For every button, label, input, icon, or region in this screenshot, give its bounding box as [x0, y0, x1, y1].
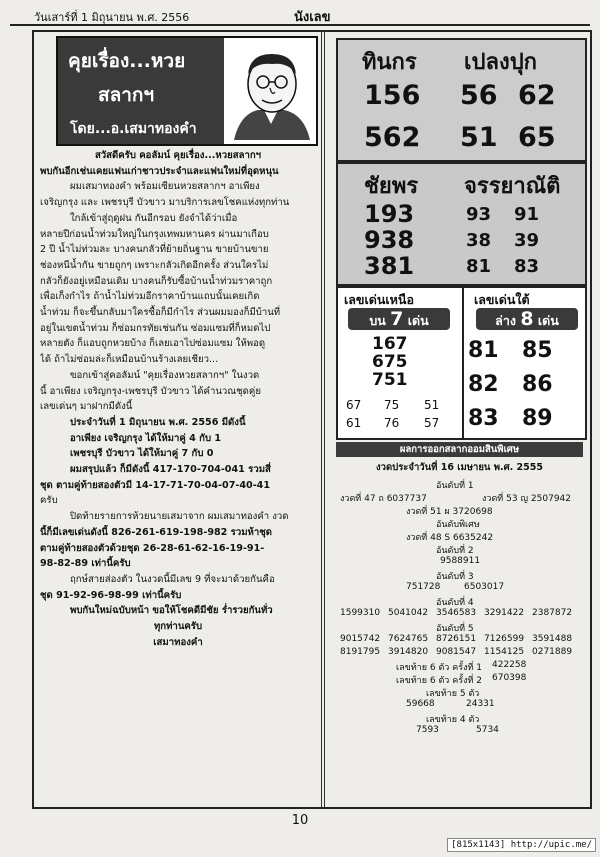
pill-label: เด่น	[407, 313, 429, 328]
result-entry: 59668	[406, 699, 435, 709]
number-2digit: 51	[460, 122, 498, 153]
result-entry: 2387872	[532, 608, 573, 618]
number-3digit: 193	[364, 200, 415, 228]
article-line: ชุด 91-92-96-98-99 เท่านี้ครับ	[40, 589, 182, 601]
article-line: เพื่อเก็งกำไร ถ้าน้ำไม่ท่วมอีกราคาบ้านแถบนั้นเคยเกิด	[40, 291, 260, 303]
result-entry: 8191795	[340, 647, 381, 657]
pill-number: 7	[390, 308, 404, 330]
article-line: หลายปีก่อนน้ำท่วมใหญ่ในกรุงเทพมหานคร ผ่านมาเกือบ	[40, 228, 269, 240]
number-3digit: 675	[372, 352, 408, 372]
result-entry: เลขท้าย 5 ตัว	[426, 689, 480, 699]
result-entry: 422258	[492, 660, 527, 670]
prediction-box-1	[336, 38, 587, 162]
bottom-pill	[476, 308, 578, 330]
results-title: ผลการออกสลากออมสินพิเศษ	[336, 442, 583, 457]
prediction-box-3	[336, 286, 587, 440]
article-line: ชุด ตามคู่ท้ายสองตัวมี 14-17-71-70-04-07-40-41	[40, 479, 271, 491]
article-line: สวัสดีครับ คอลัมน์ คุยเรื่อง...หวยสลากฯ	[94, 150, 262, 161]
result-entry: 7593	[416, 725, 439, 735]
result-entry: 1154125	[484, 647, 525, 657]
article-line: ตามคู่ท้ายสองตัวด้วยชุด 26-28-61-62-16-19-91-	[40, 542, 265, 554]
banner-title-1: คุยเรื่อง...หวย	[68, 50, 186, 72]
number-3digit: 938	[364, 226, 415, 254]
number-2digit: 56	[460, 80, 498, 111]
result-entry: อันดับที่ 5	[436, 624, 474, 634]
number-3digit: 751	[372, 370, 408, 390]
number-2digit: 85	[522, 338, 553, 363]
result-entry: 9015742	[340, 634, 381, 644]
result-entry: 9588911	[440, 556, 481, 566]
pill-label: บน	[369, 313, 386, 328]
number-2digit: 86	[522, 372, 553, 397]
result-entry: 670398	[492, 673, 527, 683]
result-entry: 1599310	[340, 608, 381, 618]
article-line: ทุกท่านครับ	[153, 621, 203, 633]
predictor-name-right: เปลงปุก	[464, 50, 537, 75]
predictor-name-right: จรรยาณัติ	[464, 174, 561, 199]
article-line: ผมเสมาทองคำ พร้อมเซียนหวยสลากฯ อาเพียง	[70, 181, 260, 193]
result-entry: 5041042	[388, 608, 429, 618]
result-entry: อันดับที่ 1	[436, 481, 474, 491]
article-line: ใกล้เข้าสู่ฤดูฝน กันอีกรอบ ยังจำได้ว่าเมื่อ	[70, 212, 238, 224]
article-line: อยู่ในเขตน้ำท่วม ก็ซ่อมกรทัยเช่นกัน ซ่อมแซมที่ก็หมดไป	[40, 322, 271, 334]
article-line: ฤกษ์สายส่องตัว ในงวดนี้มีเลข 9 ที่จะมาด้วยกันคือ	[70, 573, 275, 585]
result-entry: 3591488	[532, 634, 573, 644]
result-entry: งวดที่ 47 ถ 6037737	[340, 494, 427, 504]
number-2digit: 76	[384, 416, 400, 430]
number-2digit: 38	[466, 230, 492, 251]
results-draw-date: งวดประจำวันที่ 16 เมษายน พ.ศ. 2555	[376, 462, 543, 473]
article-line: พบกันใหม่ฉบับหน้า ขอให้โชคดีมีชัย ร่ำรวยกันทั่ว	[70, 605, 273, 617]
banner-byline: โดย...อ.เสมาทองคำ	[70, 121, 197, 137]
result-entry: เลขท้าย 6 ตัว ครั้งที่ 1	[396, 663, 482, 673]
predictor-name-left: ทินกร	[362, 50, 417, 75]
article-line: เลขเด่นๆ มาฝากมีดังนี้	[40, 401, 133, 413]
result-entry: 24331	[466, 699, 495, 709]
predictor-name-left: ชัยพร	[364, 174, 419, 199]
result-entry: 0271889	[532, 647, 573, 657]
banner-title-2: สลากฯ	[98, 84, 155, 106]
result-entry: เลขท้าย 4 ตัว	[426, 715, 480, 725]
result-entry: 8726151	[436, 634, 477, 644]
result-entry: งวดที่ 48 S 6635242	[406, 533, 494, 543]
columnist-caricature	[228, 42, 314, 140]
pill-label: ล่าง	[495, 313, 516, 328]
result-entry: อันดับที่ 4	[436, 598, 474, 608]
article-line: ผมสรุปแล้ว ก็มีดังนี้ 417-170-704-041 รวมสี่	[70, 464, 271, 476]
number-2digit: 51	[424, 398, 440, 412]
result-entry: 6503017	[464, 582, 505, 592]
banner-title-block	[58, 38, 224, 144]
article-line: เจริญกรุง และ เพชรบุรี บัวขาว มาบริการเลขโชคแห่งทุกท่าน	[40, 197, 290, 209]
number-2digit: 82	[468, 372, 499, 397]
result-entry: งวดที่ 53 ญ 2507942	[482, 494, 572, 504]
article-line: นี้ก็มีเลขเด่นดังนี้ 826-261-619-198-982 รวมห้าชุด	[40, 526, 273, 538]
number-2digit: 93	[466, 204, 492, 225]
result-entry: 5734	[476, 725, 499, 735]
number-2digit: 39	[514, 230, 540, 251]
column-left	[40, 36, 316, 800]
page-header	[8, 5, 592, 25]
pill-number: 8	[520, 308, 534, 330]
article-line: เพชรบุรี บัวขาว ได้ให้มาคู่ 7 กับ 0	[70, 448, 214, 460]
result-entry: 751728	[406, 582, 441, 592]
article-line: กลัวก็ยังอยู่เหมือนเดิม บางคนก็รับซื้อบ้านน้ำท่วมราคาถูก	[40, 275, 273, 287]
number-2digit: 81	[466, 256, 492, 277]
pill-label: เด่น	[537, 313, 559, 328]
article-line: ปิดท้ายรายการห้วยนายเสมาจาก ผมเสมาทองคำ งวด	[70, 511, 289, 523]
article-line: ประจำวันที่ 1 มิถุนายน พ.ศ. 2556 มีดังนี้	[70, 416, 246, 428]
number-2digit: 61	[346, 416, 362, 430]
article-line: ขอกเข้าสู่คอลัมน์ "คุยเรื่องหวยสลากฯ" ในงวด	[70, 369, 260, 381]
result-entry: เลขท้าย 6 ตัว ครั้งที่ 2	[396, 676, 482, 686]
article-line: น้ำท่วม ก็จะขึ้นกลับมาใครซื้อก็มีกำไร ส่วนผมมองก็มีบ้านที่	[40, 307, 281, 319]
number-2digit: 81	[468, 338, 499, 363]
column-divider	[321, 30, 325, 807]
masthead: นังเลข	[294, 10, 331, 25]
result-entry: 3546583	[436, 608, 477, 618]
article-body	[40, 148, 316, 651]
article-line: อาเพียง เจริญกรุง ได้ให้มาคู่ 4 กับ 1	[70, 432, 222, 444]
top-numbers-heading: เลขเด่นเหนือ	[344, 292, 414, 307]
watermark-label: [815x1143] http://upic.me/	[447, 838, 596, 852]
article-line: 2 ปี น้ำไม่ท่วมละ บางคนกลัวที่ย้ายถิ่นฐาน ขายบ้านขาย	[40, 244, 269, 256]
issue-date: วันเสาร์ที่ 1 มิถุนายน พ.ศ. 2556	[34, 11, 190, 24]
number-2digit: 62	[518, 80, 556, 111]
top-pill	[348, 308, 450, 330]
article-line: นี้ อาเพียง เจริญกรุง-เพชรบุรี บัวขาว ได้คำนวณชุดคู่ย	[40, 385, 261, 397]
number-2digit: 83	[514, 256, 540, 277]
article-line: เสมาทองคำ	[153, 636, 203, 648]
page-number: 10	[291, 813, 309, 828]
article-line: หลายตัง ก็แอบถูกหวยบ้าง ก็เลยเอาไปซ่อมแซม ให้พอดู	[40, 338, 266, 350]
bottom-numbers-heading: เลขเด่นใต้	[474, 292, 530, 307]
article-line: ช่องหนีน้ำกัน ขายถูกๆ เพราะกลัวเกิดอีกครั้ง ส่วนใครไม่	[40, 259, 269, 271]
article-line: 98-82-89 เท่านี้ครับ	[40, 558, 131, 570]
result-entry: งวดที่ 51 ผ 3720698	[406, 507, 493, 517]
number-2digit: 57	[424, 416, 440, 430]
number-2digit: 91	[514, 204, 540, 225]
number-3digit: 381	[364, 252, 415, 280]
result-entry: 3914820	[388, 647, 429, 657]
result-entry: อันดับพิเศษ	[436, 520, 480, 530]
article-line: ได้ ถ้าไม่ซ่อมล่ะก็เหมือนบ้านร้างเลยเชียว...	[40, 354, 219, 366]
number-2digit: 67	[346, 398, 362, 412]
number-3digit: 156	[364, 80, 421, 111]
result-entry: 3291422	[484, 608, 525, 618]
header-rule	[10, 24, 590, 26]
number-2digit: 83	[468, 406, 499, 431]
number-2digit: 65	[518, 122, 556, 153]
article-line: ครับ	[40, 495, 58, 507]
column-banner	[56, 36, 318, 146]
number-3digit: 167	[372, 334, 408, 354]
box-divider	[462, 288, 464, 438]
column-right	[330, 34, 582, 804]
article-line: พบกันอีกเช่นเคยแฟนเก่าชาวประจำและแฟนใหม่ที่อุดหนุน	[40, 165, 279, 177]
result-entry: 9081547	[436, 647, 477, 657]
result-entry: 7126599	[484, 634, 525, 644]
number-2digit: 75	[384, 398, 400, 412]
number-3digit: 562	[364, 122, 421, 153]
prediction-box-2	[336, 162, 587, 286]
result-entry: อันดับที่ 2	[436, 546, 474, 556]
result-entry: อันดับที่ 3	[436, 572, 474, 582]
result-entry: 7624765	[388, 634, 429, 644]
number-2digit: 89	[522, 406, 553, 431]
